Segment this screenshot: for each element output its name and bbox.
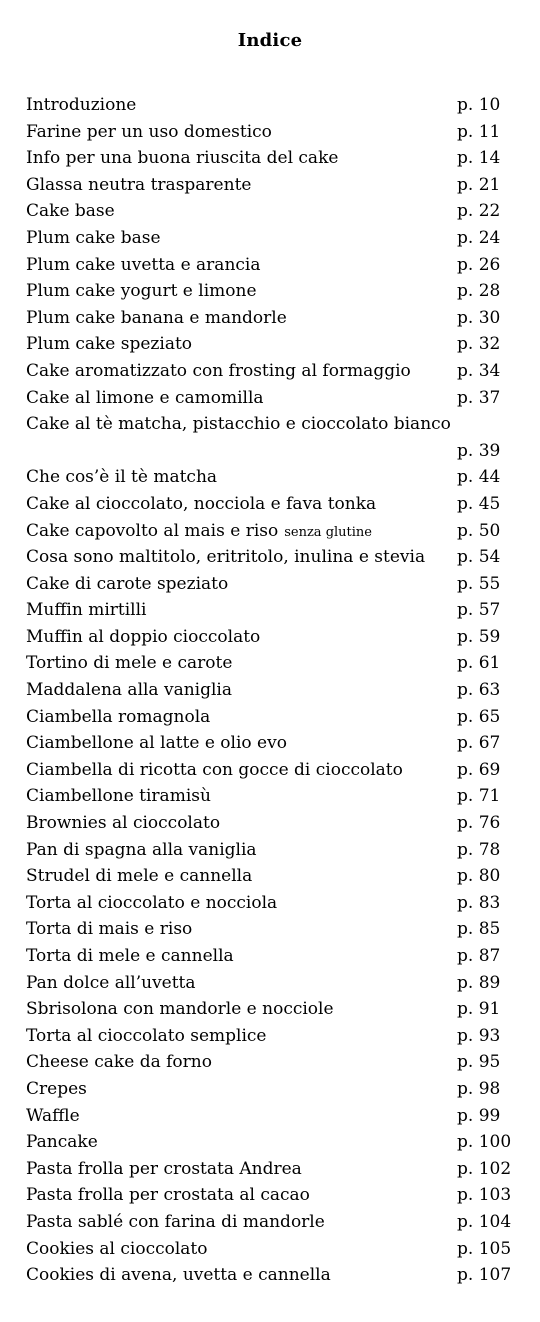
toc-entry: [26, 704, 516, 731]
toc-entry: [26, 358, 516, 385]
toc-entry-title-text: Ciambellone tiramisù: [26, 786, 211, 807]
toc-entry-title-text: Cosa sono maltitolo, eritritolo, inulina e stevia: [26, 547, 426, 568]
toc-entry-page: p. 87: [457, 946, 501, 966]
toc-entry-title-text: Pan dolce all’uvetta: [26, 972, 196, 993]
toc-entry: [26, 145, 516, 172]
toc-entry-page: p. 76: [457, 813, 501, 834]
toc-entry: [26, 1182, 516, 1209]
toc-entry-page: p. 100: [457, 1132, 512, 1153]
toc-entry-title: [26, 1049, 212, 1076]
toc-entry-page: p. 45: [457, 493, 501, 514]
toc-entry-title: [26, 837, 257, 864]
toc-entry-title: [26, 996, 334, 1023]
toc-entry-page: p. 50: [457, 520, 501, 541]
toc-entry-title-text: Cookies di avena, uvetta e cannella: [26, 1265, 331, 1286]
toc-entry-title-text: Cake di carote speziato: [26, 573, 229, 594]
toc-entry-page: p. 69: [457, 759, 501, 780]
toc-entry-title-text: Pasta sablé con farina di mandorle: [26, 1211, 325, 1232]
toc-entry-title: [26, 1076, 87, 1103]
toc-entry: [26, 1156, 516, 1183]
toc-entry: [26, 970, 516, 997]
toc-entry-title: [26, 1262, 331, 1289]
toc-entry: [26, 1076, 516, 1103]
toc-entry-title: [26, 597, 147, 624]
toc-entry-title: [26, 1129, 98, 1156]
toc-entry: [26, 837, 516, 864]
toc-entry-title-text: Pasta frolla per crostata al cacao: [26, 1185, 310, 1206]
toc-entry-page: p. 30: [457, 307, 501, 328]
toc-entry: [26, 1023, 516, 1050]
toc-entry-title: [26, 491, 376, 518]
toc-entry-title: [26, 1023, 266, 1050]
toc-entry-title: [26, 278, 257, 305]
toc-entry-title: [26, 411, 451, 438]
toc-entry-page: p. 22: [457, 201, 501, 222]
toc-entry: [26, 198, 516, 225]
toc-entry-page: p. 95: [457, 1052, 501, 1073]
toc-entry-page: p. 98: [457, 1078, 501, 1099]
toc-entry-title-text: Torta di mele e cannella: [26, 946, 234, 966]
toc-entry-page: p. 67: [457, 733, 501, 754]
toc-entry-title: [26, 225, 161, 252]
toc-entry-title: [26, 92, 136, 119]
toc-entry-page: p. 80: [457, 866, 501, 887]
toc-entry: [26, 491, 516, 518]
toc-entry-page: p. 37: [457, 387, 501, 408]
toc-entry: [26, 1129, 516, 1156]
toc-entry: [26, 1209, 516, 1236]
toc-entry: [26, 810, 516, 837]
toc-entry-page: p. 55: [457, 573, 501, 594]
toc-entry-title: [26, 810, 220, 837]
toc-entry-title-text: Cake base: [26, 201, 115, 222]
toc-entry-page: p. 10: [457, 95, 501, 115]
toc-entry-title: [26, 385, 264, 412]
page-title: Indice: [237, 30, 303, 51]
toc-entry-page: p. 59: [457, 626, 501, 647]
toc-entry-title: [26, 677, 232, 704]
toc-entry: [26, 890, 516, 917]
toc-entry: [26, 305, 516, 332]
toc-entry: [26, 730, 516, 757]
toc-entry-page: p. 24: [457, 227, 501, 248]
toc-entry-title-text: Ciambellone al latte e olio evo: [26, 733, 287, 754]
toc-entry-title: [26, 650, 232, 677]
toc-entry-title-text: Muffin al doppio cioccolato: [26, 626, 261, 647]
toc-entry-page: p. 93: [457, 1025, 501, 1046]
toc-entry: [26, 916, 516, 943]
toc-entry-title-text: Brownies al cioccolato: [26, 813, 221, 834]
toc-entry: [26, 571, 516, 598]
toc-entry-page: p. 103: [457, 1185, 512, 1206]
toc-entry-page: p. 57: [457, 600, 501, 621]
toc-entry-title-text: Cheese cake da forno: [26, 1052, 212, 1073]
toc-entry-title: [26, 1182, 310, 1209]
toc-entry-title-text: Pan di spagna alla vaniglia: [26, 839, 257, 860]
toc-entry-title-text: Crepes: [26, 1078, 87, 1099]
toc-entry: [26, 757, 516, 784]
toc-entry-title: [26, 783, 211, 810]
toc-entry-page: p. 89: [457, 972, 501, 993]
toc-entry-page: p. 99: [457, 1105, 501, 1126]
toc-entry: [26, 385, 516, 412]
toc-entry: [26, 464, 516, 491]
toc-entry-note: senza glutine: [284, 524, 372, 540]
toc-entry-page: p. 32: [457, 334, 501, 355]
toc-entry-title: [26, 1236, 208, 1263]
toc-entry-title-text: Introduzione: [26, 95, 137, 115]
toc-entry-title: [26, 198, 115, 225]
toc-entry: [26, 225, 516, 252]
toc-entry-page: p. 11: [457, 121, 501, 142]
toc-entry: [26, 252, 516, 279]
toc-entry: [26, 597, 516, 624]
toc-entry-title-text: Torta al cioccolato e nocciola: [26, 892, 278, 913]
toc-entry-title-text: Glassa neutra trasparente: [26, 174, 252, 195]
toc-entry-title-text: Plum cake yogurt e limone: [26, 281, 257, 302]
toc-entry-title: [26, 970, 196, 997]
toc-entry-title-text: Plum cake base: [26, 227, 161, 248]
toc-entry-title-text: Cake capovolto al mais e riso: [26, 520, 279, 541]
toc-entry-title: [26, 544, 425, 571]
toc-entry-title: [26, 252, 261, 279]
toc-entry-page: p. 83: [457, 892, 501, 913]
toc-entry-title-text: Plum cake banana e mandorle: [26, 307, 287, 328]
toc-entry: [26, 783, 516, 810]
toc-entry-page: p. 104: [457, 1211, 512, 1232]
toc-entry-title: [26, 358, 411, 385]
toc-entry-title: [26, 890, 277, 917]
toc-entry: [26, 1262, 516, 1289]
toc-entry-page: p. 34: [457, 360, 501, 381]
toc-entry-title: [26, 704, 210, 731]
toc-entry-title-text: Cake al cioccolato, nocciola e fava tonka: [26, 493, 377, 514]
toc-entry-title: [26, 145, 338, 172]
toc-entry-title: [26, 571, 228, 598]
toc-entry-title-text: Torta di mais e riso: [26, 919, 193, 940]
toc-entry-title-text: Muffin mirtilli: [26, 600, 147, 621]
toc-entry-page: p. 28: [457, 281, 501, 302]
toc-entry-page: p. 71: [457, 786, 501, 807]
toc-entry-title-text: Tortino di mele e carote: [26, 653, 233, 674]
toc-entry-page: p. 44: [457, 467, 501, 488]
toc-entry-page: p. 21: [457, 174, 501, 195]
toc-entry-title-text: Cake al limone e camomilla: [26, 387, 264, 408]
toc-entry-page: p. 85: [457, 919, 501, 940]
toc-entry-title-text: Farine per un uso domestico: [26, 121, 272, 142]
toc-entry: [26, 624, 516, 651]
toc-entry-title: [26, 331, 192, 358]
toc-entry: [26, 411, 516, 464]
toc-entry: [26, 863, 516, 890]
toc-entry-title: [26, 119, 272, 146]
toc-entry-page: p. 91: [457, 999, 501, 1020]
toc-entry-title-text: Waffle: [26, 1105, 80, 1126]
toc-entry-title: [26, 916, 192, 943]
toc-entry: [26, 172, 516, 199]
toc-entry-title: [26, 757, 403, 784]
toc-entry-page: p. 107: [457, 1265, 512, 1286]
toc-entry-page: p. 63: [457, 680, 501, 701]
toc-entry-title-text: Cookies al cioccolato: [26, 1238, 208, 1259]
toc-entry-title: [26, 730, 287, 757]
toc-entry: [26, 650, 516, 677]
toc-entry-page: p. 14: [457, 148, 501, 169]
toc-entry-title: [26, 624, 260, 651]
toc-entry: [26, 518, 516, 545]
toc-entry-title-text: Maddalena alla vaniglia: [26, 680, 232, 701]
toc-entry-page: p. 78: [457, 839, 501, 860]
toc-entry-title-text: Che cos’è il tè matcha: [26, 467, 218, 488]
toc-entry: [26, 996, 516, 1023]
toc-entry-title: [26, 464, 217, 491]
toc-entry-title-text: Cake al tè matcha, pistacchio e cioccolato bianco: [26, 414, 451, 435]
toc-entry-title: [26, 863, 252, 890]
toc-entry-title-text: Strudel di mele e cannella: [26, 866, 253, 887]
toc-entry-page: p. 54: [457, 547, 501, 568]
toc-entry-title-text: Ciambella di ricotta con gocce di cioccolato: [26, 759, 403, 780]
table-of-contents: [26, 92, 516, 1289]
toc-entry: [26, 1236, 516, 1263]
toc-entry-page: p. 102: [457, 1158, 512, 1179]
toc-entry-title: [26, 1103, 80, 1130]
toc-entry-title: [26, 943, 234, 970]
toc-entry: [26, 943, 516, 970]
toc-entry-title-text: Ciambella romagnola: [26, 706, 211, 727]
toc-entry-title-text: Info per una buona riuscita del cake: [26, 148, 339, 169]
toc-entry-title: [26, 1156, 302, 1183]
toc-entry-page: p. 65: [457, 706, 501, 727]
toc-entry-title-text: Plum cake uvetta e arancia: [26, 254, 261, 275]
toc-entry: [26, 1103, 516, 1130]
toc-entry-page: p. 26: [457, 254, 501, 275]
toc-entry-page: p. 39: [457, 440, 501, 461]
toc-entry-title-text: Plum cake speziato: [26, 334, 193, 355]
toc-entry: [26, 1049, 516, 1076]
toc-entry: [26, 92, 516, 119]
toc-entry: [26, 544, 516, 571]
toc-entry-title: [26, 518, 372, 547]
toc-entry-title-text: Pancake: [26, 1132, 98, 1153]
toc-entry-title-text: Sbrisolona con mandorle e nocciole: [26, 999, 334, 1020]
toc-entry: [26, 331, 516, 358]
toc-entry-page: p. 61: [457, 653, 501, 674]
toc-entry: [26, 278, 516, 305]
toc-entry: [26, 677, 516, 704]
toc-entry-title-text: Torta al cioccolato semplice: [26, 1025, 267, 1046]
toc-entry-title: [26, 1209, 325, 1236]
toc-entry-title: [26, 305, 287, 332]
toc-entry-title-text: Cake aromatizzato con frosting al formaggio: [26, 360, 411, 381]
toc-entry-page: p. 105: [457, 1238, 512, 1259]
toc-entry-title-text: Pasta frolla per crostata Andrea: [26, 1158, 302, 1179]
toc-entry-title: [26, 172, 251, 199]
toc-entry: [26, 119, 516, 146]
